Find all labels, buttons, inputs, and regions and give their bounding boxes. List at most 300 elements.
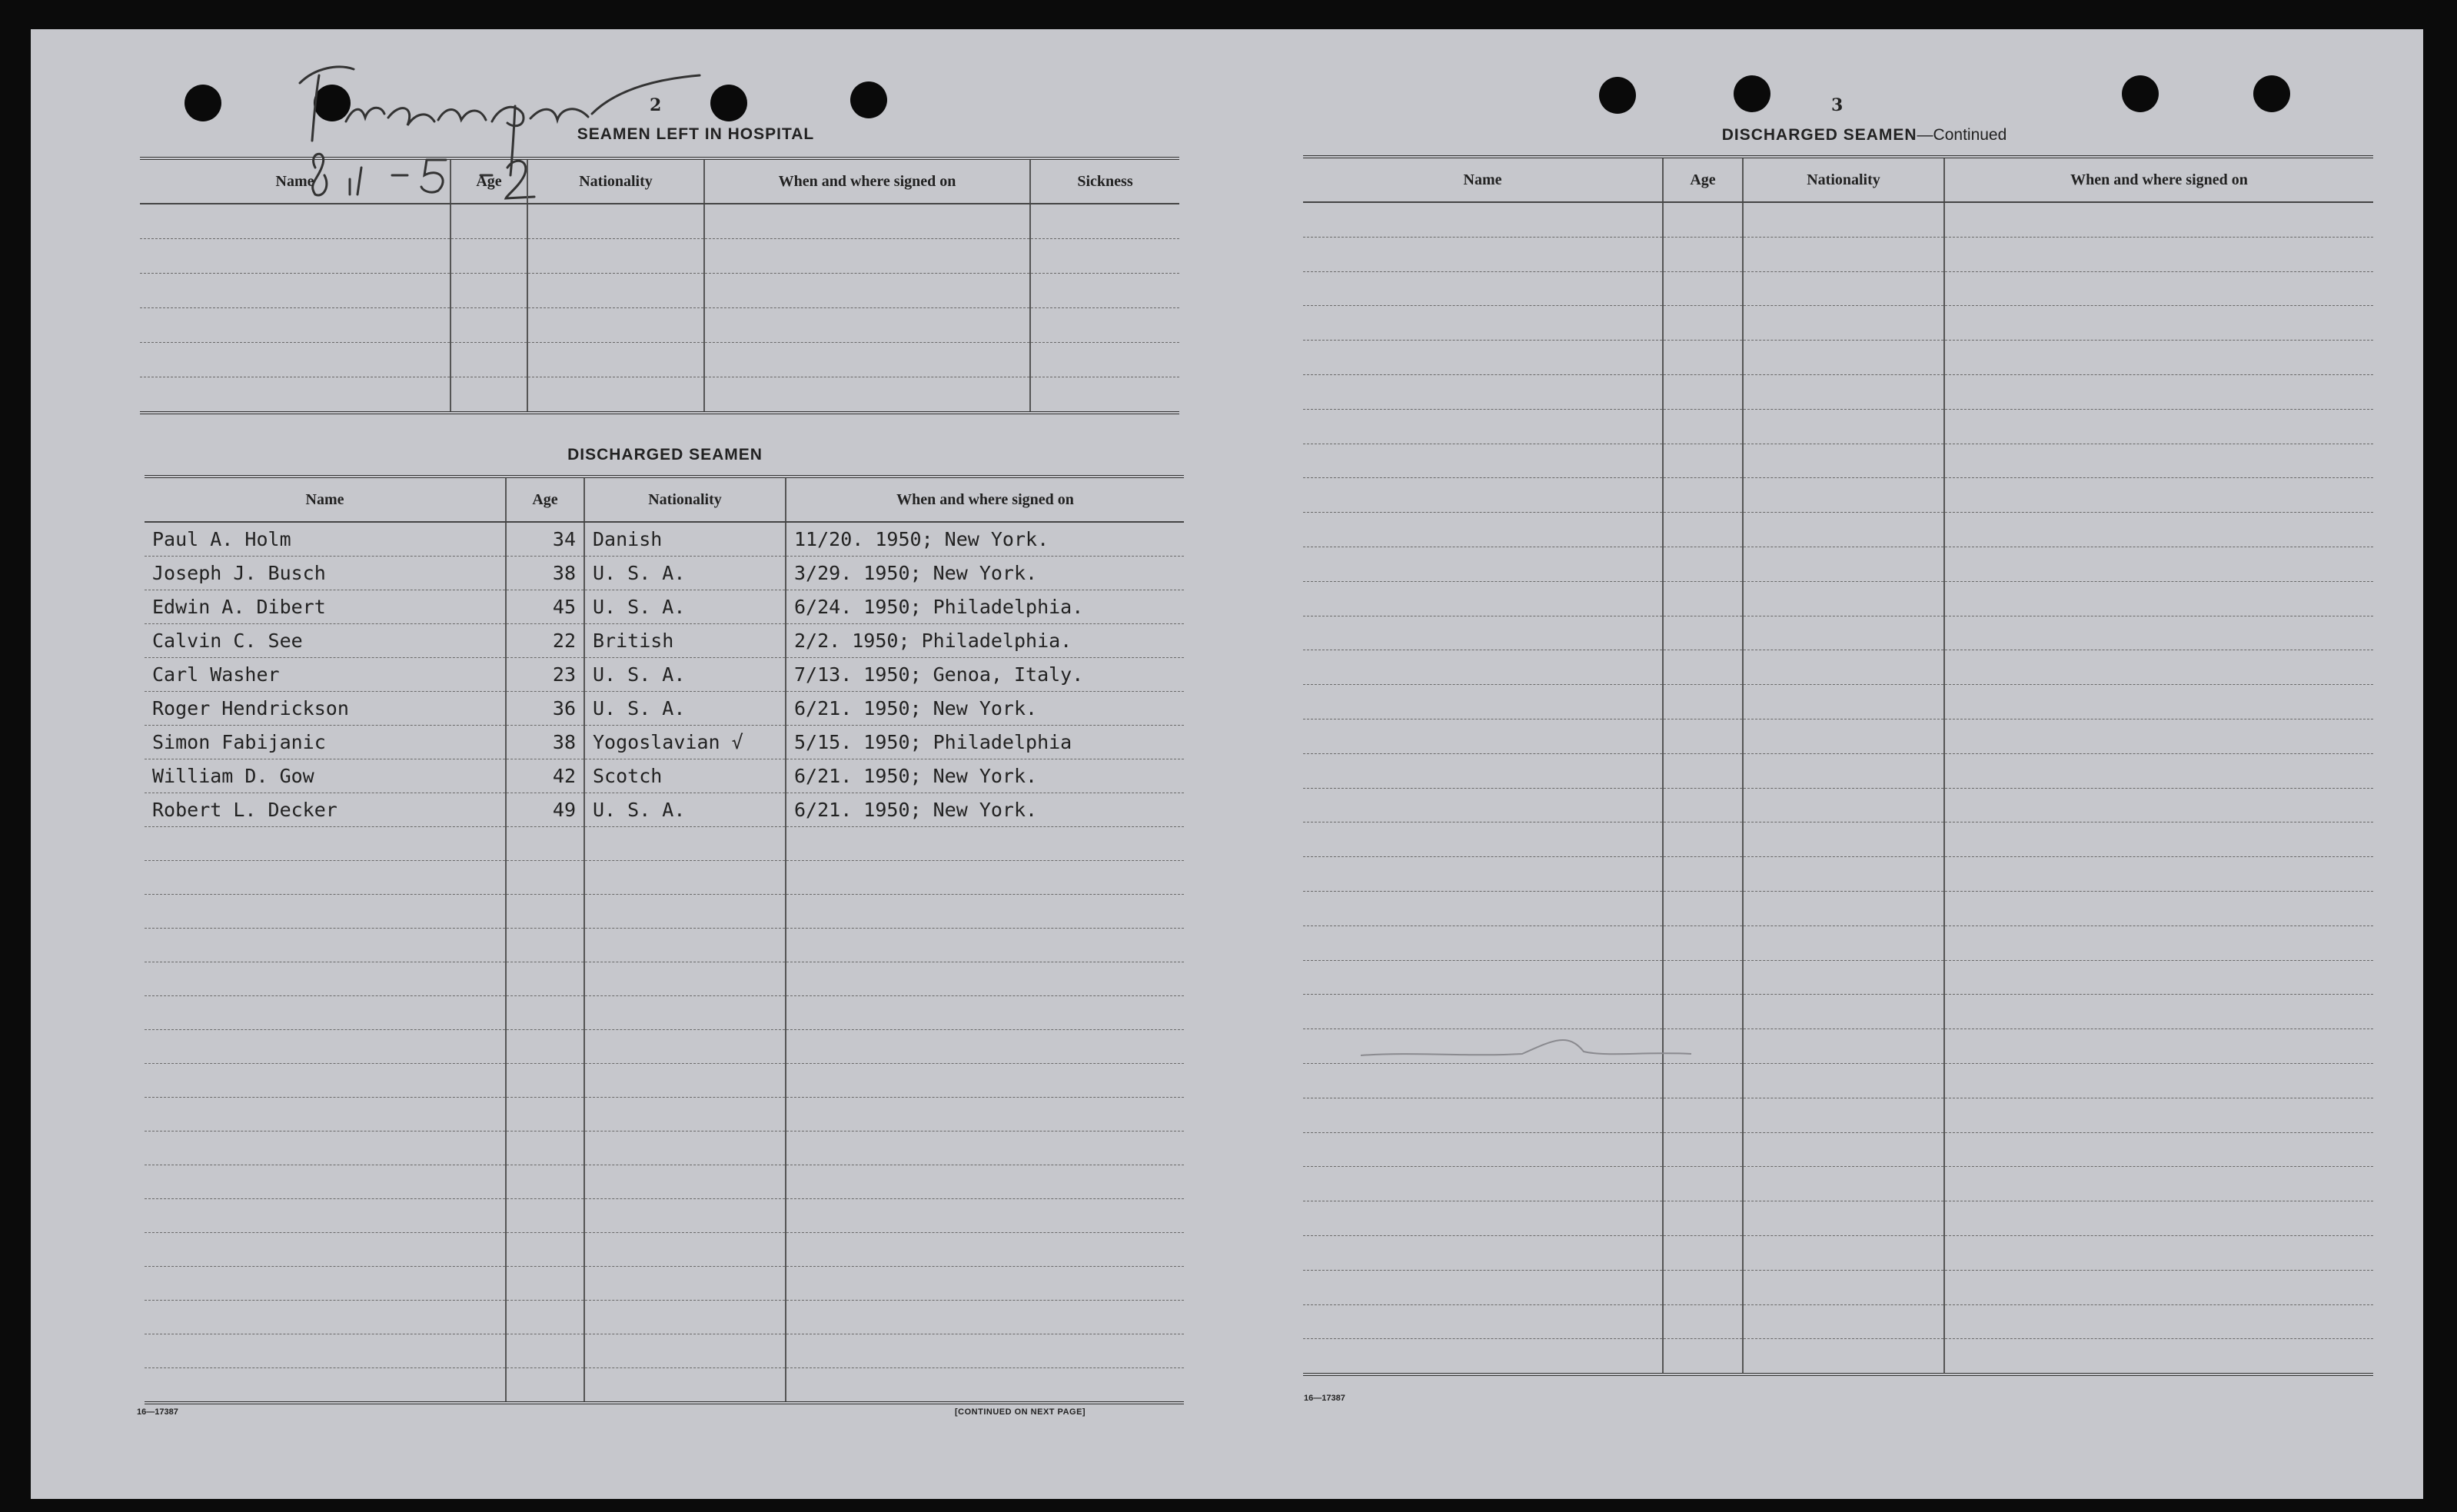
table-cell: 6/21. 1950; New York. (786, 793, 1184, 827)
table-cell: 36 (506, 692, 584, 726)
table-cell (786, 827, 1184, 861)
table-cell: William D. Gow (145, 759, 506, 793)
table-cell (140, 204, 451, 239)
table-row (145, 996, 1184, 1030)
table-cell (1663, 1132, 1743, 1167)
table-row (1303, 788, 2373, 822)
hospital-section-title: SEAMEN LEFT IN HOSPITAL (577, 125, 815, 143)
table-cell (1944, 478, 2373, 513)
table-cell (1944, 788, 2373, 822)
table-cell (1663, 1235, 1743, 1270)
table-row (140, 204, 1179, 239)
table-cell (1663, 444, 1743, 478)
table-cell (1944, 995, 2373, 1029)
table-cell (1743, 857, 1944, 892)
table-cell (584, 1368, 786, 1404)
table-cell (451, 377, 527, 414)
table-cell (584, 1165, 786, 1199)
table-cell (1030, 343, 1179, 377)
table-cell (145, 1132, 506, 1165)
table-row (1303, 202, 2373, 237)
table-cell (145, 1334, 506, 1368)
table-cell (786, 1199, 1184, 1233)
table-cell (1743, 753, 1944, 788)
table-cell (527, 204, 704, 239)
table-cell (1944, 960, 2373, 995)
table-row (1303, 685, 2373, 719)
table-cell (1944, 1167, 2373, 1201)
table-cell (1944, 925, 2373, 960)
table-cell (1743, 1063, 1944, 1098)
table-cell: 2/2. 1950; Philadelphia. (786, 624, 1184, 658)
table-cell (786, 1165, 1184, 1199)
table-cell (1743, 891, 1944, 925)
table-cell (140, 377, 451, 414)
table-cell (506, 1098, 584, 1132)
table-cell (140, 274, 451, 308)
table-cell (1303, 1167, 1663, 1201)
table-cell (506, 929, 584, 962)
table-cell (1743, 685, 1944, 719)
table-cell (1663, 960, 1743, 995)
table-row (1303, 960, 2373, 995)
form-number: 16—17387 (137, 1407, 178, 1417)
table-cell (145, 1064, 506, 1098)
left-page (108, 29, 1192, 1499)
table-cell: 45 (506, 590, 584, 624)
table-cell (1303, 1132, 1663, 1167)
table-cell (786, 996, 1184, 1030)
column-header-age: Age (506, 477, 584, 522)
table-cell: 38 (506, 726, 584, 759)
table-row (140, 239, 1179, 274)
table-cell: 22 (506, 624, 584, 658)
table-cell (506, 996, 584, 1030)
table-cell (1303, 202, 1663, 237)
table-cell (140, 343, 451, 377)
table-cell: Paul A. Holm (145, 522, 506, 557)
table-row (1303, 374, 2373, 409)
table-cell: 6/21. 1950; New York. (786, 759, 1184, 793)
table-row (1303, 1339, 2373, 1374)
table-cell (1743, 1201, 1944, 1236)
table-cell (786, 1267, 1184, 1301)
table-cell (1663, 1098, 1743, 1132)
table-cell: Simon Fabijanic (145, 726, 506, 759)
table-cell (704, 343, 1030, 377)
table-cell (1743, 306, 1944, 341)
table-cell (145, 1199, 506, 1233)
table-cell (1944, 271, 2373, 306)
table-cell (1303, 1304, 1663, 1339)
page-number: 3 (1831, 95, 1844, 115)
table-cell (1944, 891, 2373, 925)
table-row (140, 343, 1179, 377)
table-cell: Carl Washer (145, 658, 506, 692)
table-cell (584, 1199, 786, 1233)
table-row (145, 1301, 1184, 1334)
table-row (1303, 1167, 2373, 1201)
table-cell (1663, 547, 1743, 581)
table-cell (1944, 1304, 2373, 1339)
table-row (1303, 753, 2373, 788)
column-header-name: Name (145, 477, 506, 522)
table-row (1303, 822, 2373, 857)
table-cell (1944, 444, 2373, 478)
table-cell (527, 343, 704, 377)
table-cell (1944, 1132, 2373, 1167)
table-cell (140, 308, 451, 343)
table-row (1303, 857, 2373, 892)
table-cell (506, 1334, 584, 1368)
table-cell (1303, 547, 1663, 581)
table-cell (1743, 341, 1944, 375)
table-cell (786, 1030, 1184, 1064)
table-row (140, 377, 1179, 414)
table-cell (1743, 271, 1944, 306)
table-cell (786, 962, 1184, 996)
table-row (145, 658, 1184, 692)
table-cell (1663, 685, 1743, 719)
table-cell: Danish (584, 522, 786, 557)
table-cell: 3/29. 1950; New York. (786, 557, 1184, 590)
table-cell (506, 1064, 584, 1098)
table-row (1303, 1201, 2373, 1236)
table-cell (1303, 857, 1663, 892)
table-row (1303, 650, 2373, 685)
table-cell (1030, 308, 1179, 343)
table-cell (1743, 788, 1944, 822)
table-cell (786, 895, 1184, 929)
table-cell: U. S. A. (584, 557, 786, 590)
table-cell (1030, 377, 1179, 414)
table-cell (506, 1301, 584, 1334)
table-cell (1303, 1339, 1663, 1374)
table-cell: British (584, 624, 786, 658)
table-cell (145, 996, 506, 1030)
table-cell: 34 (506, 522, 584, 557)
table-row (145, 1064, 1184, 1098)
table-cell (1663, 202, 1743, 237)
table-cell (584, 895, 786, 929)
table-cell (1743, 650, 1944, 685)
table-cell (1663, 237, 1743, 271)
table-cell (1303, 891, 1663, 925)
table-row (145, 827, 1184, 861)
table-row (1303, 409, 2373, 444)
table-cell: U. S. A. (584, 590, 786, 624)
table-cell (451, 343, 527, 377)
title-suffix: —Continued (1917, 126, 2007, 144)
table-cell (451, 239, 527, 274)
table-cell (1663, 753, 1743, 788)
table-row (145, 692, 1184, 726)
table-row (145, 962, 1184, 996)
table-row (145, 929, 1184, 962)
table-cell (1944, 1098, 2373, 1132)
table-cell (786, 1301, 1184, 1334)
table-cell (1944, 1270, 2373, 1304)
table-row (1303, 341, 2373, 375)
table-cell (140, 239, 451, 274)
table-cell (1743, 1304, 1944, 1339)
continued-note: [CONTINUED ON NEXT PAGE] (955, 1407, 1086, 1417)
table-row (1303, 581, 2373, 616)
table-cell (1663, 581, 1743, 616)
table-cell (527, 274, 704, 308)
table-cell (584, 996, 786, 1030)
right-page (1292, 29, 2391, 1499)
table-cell (1303, 1270, 1663, 1304)
table-cell (786, 861, 1184, 895)
table-cell: Joseph J. Busch (145, 557, 506, 590)
table-row (1303, 237, 2373, 271)
table-cell: U. S. A. (584, 692, 786, 726)
table-cell (584, 962, 786, 996)
table-cell (584, 1267, 786, 1301)
faint-signature-mark (1353, 1009, 1737, 1071)
table-row (1303, 1098, 2373, 1132)
table-row (1303, 444, 2373, 478)
table-cell (145, 861, 506, 895)
table-cell: Roger Hendrickson (145, 692, 506, 726)
table-cell (1663, 306, 1743, 341)
table-cell (1944, 409, 2373, 444)
table-cell: 38 (506, 557, 584, 590)
table-cell (1743, 616, 1944, 650)
table-cell (145, 1301, 506, 1334)
table-cell (527, 239, 704, 274)
table-cell (1743, 374, 1944, 409)
table-cell (1944, 237, 2373, 271)
table-row (145, 522, 1184, 557)
table-cell (1303, 581, 1663, 616)
table-cell (145, 827, 506, 861)
document-sheet (31, 29, 2423, 1499)
table-row (145, 557, 1184, 590)
table-cell (1663, 1270, 1743, 1304)
table-cell (145, 1098, 506, 1132)
table-cell (1303, 753, 1663, 788)
discharged-continued-title (1338, 126, 2391, 145)
table-cell (1303, 788, 1663, 822)
table-cell (1944, 341, 2373, 375)
table-row (145, 726, 1184, 759)
table-cell (145, 1030, 506, 1064)
table-cell (786, 1368, 1184, 1404)
table-cell (145, 895, 506, 929)
table-cell (1944, 1339, 2373, 1374)
column-header-sickness: Sickness (1030, 158, 1179, 204)
table-cell (704, 204, 1030, 239)
discharged-seamen-table (145, 475, 1184, 1404)
table-row (145, 759, 1184, 793)
table-row (145, 624, 1184, 658)
table-cell (1303, 960, 1663, 995)
table-cell (1944, 1029, 2373, 1064)
table-cell (506, 827, 584, 861)
table-cell (1663, 857, 1743, 892)
table-row (145, 1368, 1184, 1404)
table-cell (1303, 444, 1663, 478)
table-cell (584, 1233, 786, 1267)
discharged-continued-table (1303, 155, 2373, 1376)
table-cell (506, 1132, 584, 1165)
table-cell (451, 274, 527, 308)
table-cell (1303, 271, 1663, 306)
table-cell (1944, 857, 2373, 892)
table-cell (1743, 822, 1944, 857)
table-cell (1303, 374, 1663, 409)
table-cell (1663, 822, 1743, 857)
column-header-signed-on: When and where signed on (704, 158, 1030, 204)
table-cell: U. S. A. (584, 658, 786, 692)
table-cell (145, 1165, 506, 1199)
column-header-age: Age (451, 158, 527, 204)
table-cell: Robert L. Decker (145, 793, 506, 827)
table-cell (1743, 202, 1944, 237)
table-row (145, 590, 1184, 624)
table-cell (704, 308, 1030, 343)
table-cell: Yogoslavian √ (584, 726, 786, 759)
table-cell (1743, 581, 1944, 616)
table-cell (1743, 960, 1944, 995)
table-cell (584, 1030, 786, 1064)
table-cell (1303, 237, 1663, 271)
table-cell: Edwin A. Dibert (145, 590, 506, 624)
table-cell (1944, 306, 2373, 341)
form-number: 16—17387 (1304, 1394, 1345, 1403)
table-row (1303, 925, 2373, 960)
table-row (145, 895, 1184, 929)
table-cell (1303, 513, 1663, 547)
table-row (145, 1165, 1184, 1199)
table-cell (506, 861, 584, 895)
table-cell (506, 962, 584, 996)
table-cell (1743, 478, 1944, 513)
table-cell: 11/20. 1950; New York. (786, 522, 1184, 557)
table-cell (1743, 995, 1944, 1029)
table-cell (1303, 341, 1663, 375)
table-cell (506, 1267, 584, 1301)
table-cell (786, 1064, 1184, 1098)
table-cell (584, 861, 786, 895)
table-cell (1663, 719, 1743, 753)
table-cell (145, 1233, 506, 1267)
column-header-signed-on: When and where signed on (786, 477, 1184, 522)
table-cell (1663, 1201, 1743, 1236)
table-cell (1944, 1235, 2373, 1270)
table-cell: 6/21. 1950; New York. (786, 692, 1184, 726)
table-cell (1743, 925, 1944, 960)
table-row (145, 1334, 1184, 1368)
table-cell: 7/13. 1950; Genoa, Italy. (786, 658, 1184, 692)
table-cell (1743, 547, 1944, 581)
table-cell (1944, 547, 2373, 581)
table-cell (1303, 409, 1663, 444)
table-row (1303, 1270, 2373, 1304)
table-cell (145, 962, 506, 996)
table-cell (786, 1334, 1184, 1368)
table-cell: Calvin C. See (145, 624, 506, 658)
table-cell (1303, 685, 1663, 719)
table-cell (1743, 1270, 1944, 1304)
table-cell (1663, 1339, 1743, 1374)
table-cell: Scotch (584, 759, 786, 793)
table-cell (1303, 650, 1663, 685)
table-cell (527, 308, 704, 343)
table-cell (506, 1233, 584, 1267)
table-cell (1303, 1201, 1663, 1236)
table-cell (1303, 306, 1663, 341)
table-row (1303, 1235, 2373, 1270)
table-cell (584, 1132, 786, 1165)
table-cell (1944, 1063, 2373, 1098)
table-row (1303, 478, 2373, 513)
table-cell (1303, 822, 1663, 857)
table-cell (1944, 822, 2373, 857)
table-cell (1663, 1304, 1743, 1339)
table-cell (1663, 616, 1743, 650)
table-cell (1030, 239, 1179, 274)
table-cell (506, 1030, 584, 1064)
table-cell: U. S. A. (584, 793, 786, 827)
table-cell (1743, 1098, 1944, 1132)
column-header-age: Age (1663, 157, 1743, 202)
column-header-nationality: Nationality (527, 158, 704, 204)
column-header-nationality: Nationality (584, 477, 786, 522)
table-cell (527, 377, 704, 414)
table-cell (786, 1233, 1184, 1267)
table-cell (1743, 1132, 1944, 1167)
table-cell (1663, 341, 1743, 375)
table-row (145, 1233, 1184, 1267)
table-cell (1944, 513, 2373, 547)
table-cell (704, 377, 1030, 414)
table-cell (1944, 374, 2373, 409)
column-header-name: Name (1303, 157, 1663, 202)
table-row (1303, 891, 2373, 925)
table-cell (506, 1368, 584, 1404)
table-cell (584, 1301, 786, 1334)
table-cell (1743, 1235, 1944, 1270)
table-cell (1030, 274, 1179, 308)
table-cell (1663, 650, 1743, 685)
table-cell (451, 204, 527, 239)
table-cell: 6/24. 1950; Philadelphia. (786, 590, 1184, 624)
table-cell (704, 239, 1030, 274)
table-cell (1944, 616, 2373, 650)
column-header-signed-on: When and where signed on (1944, 157, 2373, 202)
table-cell (584, 1064, 786, 1098)
table-cell (506, 1165, 584, 1199)
table-cell (1944, 650, 2373, 685)
table-cell: 5/15. 1950; Philadelphia (786, 726, 1184, 759)
title-text: DISCHARGED SEAMEN (1721, 126, 1917, 144)
table-cell (1743, 1167, 1944, 1201)
table-cell (1743, 237, 1944, 271)
table-row (140, 274, 1179, 308)
table-cell (1303, 478, 1663, 513)
table-row (1303, 1132, 2373, 1167)
table-row (1303, 547, 2373, 581)
table-cell (1663, 409, 1743, 444)
table-cell (1663, 1167, 1743, 1201)
table-cell (1303, 719, 1663, 753)
table-row (1303, 513, 2373, 547)
table-row (145, 1098, 1184, 1132)
table-cell (584, 1098, 786, 1132)
